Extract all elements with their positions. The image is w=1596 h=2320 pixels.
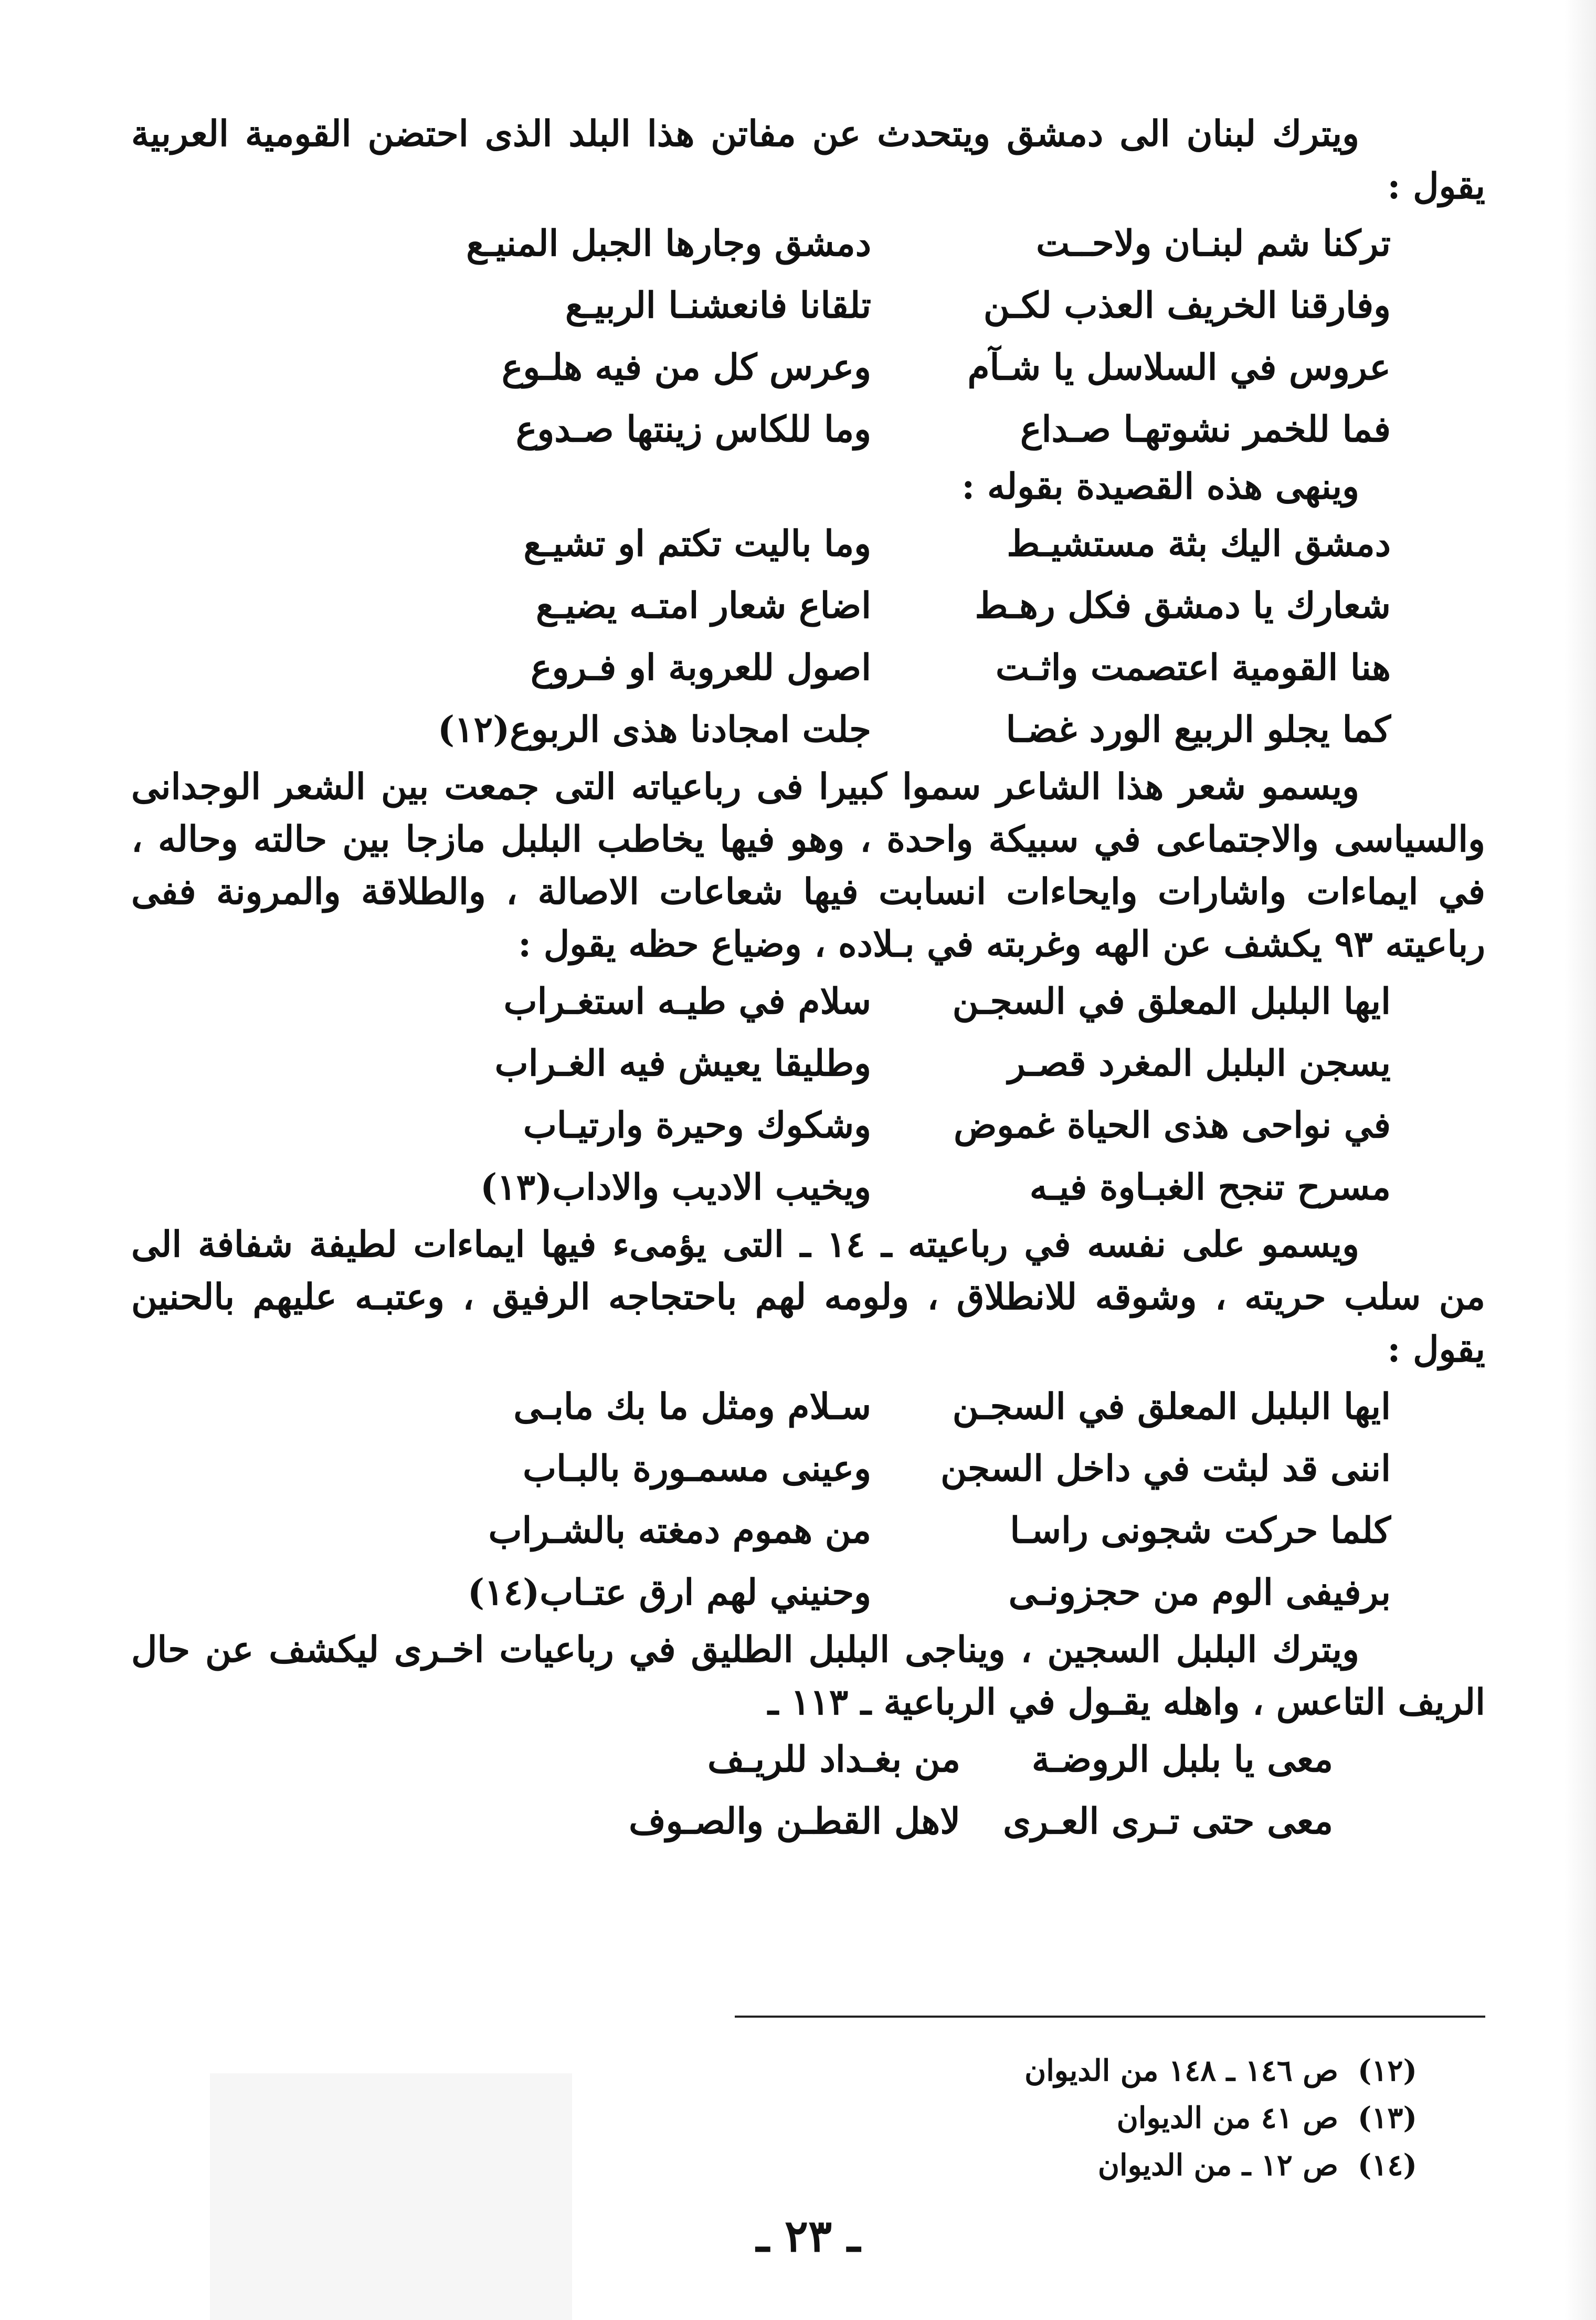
poem-intro: وينهى هذه القصيدة بقوله : xyxy=(961,466,1359,508)
verse-second-hemistich: سـلام ومثل ما بك مابـى xyxy=(513,1386,871,1428)
poem-block xyxy=(131,513,1485,761)
verse-second-hemistich: اضاع شعار امتـه يضيـع xyxy=(535,585,871,627)
verse-first-hemistich: فما للخمر نشوتهـا صـداع xyxy=(1020,408,1391,450)
verse-first-hemistich: كلما حركت شجونى راسـا xyxy=(1010,1510,1391,1552)
verse-second-hemistich: جلت امجادنا هذى الربوع(١٢) xyxy=(437,709,871,751)
verse-line xyxy=(131,275,1485,336)
verse-first-hemistich: اننى قد لبثت في داخل السجن xyxy=(940,1448,1391,1490)
scan-artifact-patch xyxy=(210,2073,572,2320)
verse-first-hemistich: معى يا بلبل الروضـة xyxy=(1031,1738,1333,1780)
footnote-separator xyxy=(735,2016,1485,2018)
footnotes xyxy=(892,2047,1417,2189)
footnote-text: ص ١٤٦ ـ ١٤٨ من الديوان xyxy=(1024,2053,1338,2088)
verse-second-hemistich: وما للكاس زينتها صـدوع xyxy=(515,408,871,450)
verse-line xyxy=(131,1156,1485,1218)
verse-line xyxy=(131,1728,1485,1790)
verse-second-hemistich: من هموم دمغته بالشـراب xyxy=(488,1510,871,1552)
footnote-number: (١٣) xyxy=(1357,2101,1417,2135)
verse-line xyxy=(131,637,1485,699)
verse-second-hemistich: وعرس كل من فيه هلـوع xyxy=(501,346,871,388)
poem-block xyxy=(131,1376,1485,1623)
verse-second-hemistich: اصول للعروبة او فـروع xyxy=(530,647,871,689)
verse-first-hemistich: كما يجلو الربيع الورد غضـا xyxy=(1006,709,1391,751)
verse-line xyxy=(131,513,1485,575)
footnote xyxy=(892,2094,1417,2142)
verse-first-hemistich: مسرح تنجح الغبـاوة فيـه xyxy=(1029,1166,1391,1208)
footnote-number: (١٢) xyxy=(1357,2053,1417,2088)
poem-block xyxy=(131,971,1485,1218)
verse-line xyxy=(131,1562,1485,1623)
verse-second-hemistich: لاهل القطـن والصـوف xyxy=(629,1800,960,1842)
body-text xyxy=(131,108,1485,1852)
footnote xyxy=(892,2142,1417,2189)
poem-block xyxy=(131,1728,1485,1852)
verse-second-hemistich: ويخيب الاديب والاداب(١٣) xyxy=(480,1166,871,1208)
verse-first-hemistich: معى حتى تـرى العـرى xyxy=(1003,1800,1333,1842)
verse-second-hemistich: وحنيني لهم ارق عتـاب(١٤) xyxy=(467,1572,871,1614)
footnote xyxy=(892,2047,1417,2094)
verse-first-hemistich: برفيفى الوم من حجزونـى xyxy=(1008,1572,1391,1614)
footnote-number: (١٤) xyxy=(1357,2148,1417,2182)
verse-first-hemistich: ايها البلبل المعلق في السجـن xyxy=(952,980,1391,1022)
verse-first-hemistich: تركنا شم لبنـان ولاحــت xyxy=(1036,223,1391,265)
verse-first-hemistich: ايها البلبل المعلق في السجـن xyxy=(952,1386,1391,1428)
paragraph: ويسمو على نفسه في رباعيته ـ ١٤ ـ التى يؤمىء فيها ايماءات لطيفة شفافة الى من سلب حريته ، وشوقه للانطلاق ، ولومه لهم باحتجاجه الرفيق ، وعتبـه عليهم بالحنين يقول : xyxy=(131,1224,1485,1370)
verse-second-hemistich: تلقانا فانعشنـا الربيـع xyxy=(565,284,871,326)
verse-second-hemistich: دمشق وجارها الجبل المنيـع xyxy=(466,223,871,265)
verse-line xyxy=(131,575,1485,637)
verse-second-hemistich: من بغـداد للريـف xyxy=(707,1738,960,1780)
footnote-text: ص ١٢ ـ من الديوان xyxy=(1097,2148,1338,2182)
verse-line xyxy=(131,1790,1485,1852)
verse-second-hemistich: وشكوك وحيرة وارتيـاب xyxy=(523,1104,871,1146)
verse-first-hemistich: في نواحى هذى الحياة غموض xyxy=(954,1104,1391,1146)
verse-second-hemistich: وما باليت تكتم او تشيـع xyxy=(523,523,871,565)
verse-first-hemistich: يسجن البلبل المغرد قصـر xyxy=(1008,1042,1391,1084)
verse-first-hemistich: وفارقنا الخريف العذب لكـن xyxy=(983,284,1391,326)
verse-line xyxy=(131,1500,1485,1562)
paragraph: ويترك لبنان الى دمشق ويتحدث عن مفاتن هذا البلد الذى احتضن القومية العربية يقول : xyxy=(131,113,1485,207)
paragraph: ويسمو شعر هذا الشاعر سموا كبيرا فى رباعياته التى جمعت بين الشعر الوجدانى والسياسى والاجتماعى في سبيكة واحدة ، وهو فيها يخاطب البلبل مازجا بين حالته وحاله ، في ايماءات واشارات وايحاءات انسابت فيها شعاعات الاصالة ، والطلاقة والمرونة ففى رباعيته ٩٣ يكشف عن الهه وغربته في بـلاده ، وضياع حظه يقول : xyxy=(131,766,1485,965)
verse-first-hemistich: هنا القومية اعتصمت واثـت xyxy=(995,647,1391,689)
verse-line xyxy=(131,336,1485,398)
poem-block xyxy=(131,213,1485,460)
verse-line xyxy=(131,1438,1485,1500)
page-number: ـ ٢٣ ـ xyxy=(756,2210,860,2262)
footnote-text: ص ٤١ من الديوان xyxy=(1116,2101,1338,2135)
verse-second-hemistich: وطليقا يعيش فيه الغـراب xyxy=(494,1042,871,1084)
page-edge-shadow xyxy=(1565,0,1596,2320)
verse-line xyxy=(131,398,1485,460)
verse-line xyxy=(131,1094,1485,1156)
verse-second-hemistich: سلام في طيـه استغـراب xyxy=(503,980,871,1022)
verse-line xyxy=(131,1032,1485,1094)
verse-second-hemistich: وعينى مسمـورة بالبـاب xyxy=(523,1448,871,1490)
verse-first-hemistich: شعارك يا دمشق فكل رهـط xyxy=(975,585,1391,627)
verse-line xyxy=(131,699,1485,761)
verse-line xyxy=(131,1376,1485,1438)
verse-line xyxy=(131,213,1485,275)
verse-first-hemistich: دمشق اليك بثة مستشيـط xyxy=(1007,523,1391,565)
verse-line xyxy=(131,971,1485,1032)
paragraph: ويترك البلبل السجين ، ويناجى البلبل الطليق في رباعيات اخـرى ليكشف عن حال الريف التاعس ، واهله يقـول في الرباعية ـ ١١٣ ـ xyxy=(131,1629,1485,1723)
verse-first-hemistich: عروس في السلاسل يا شـآم xyxy=(967,346,1391,388)
